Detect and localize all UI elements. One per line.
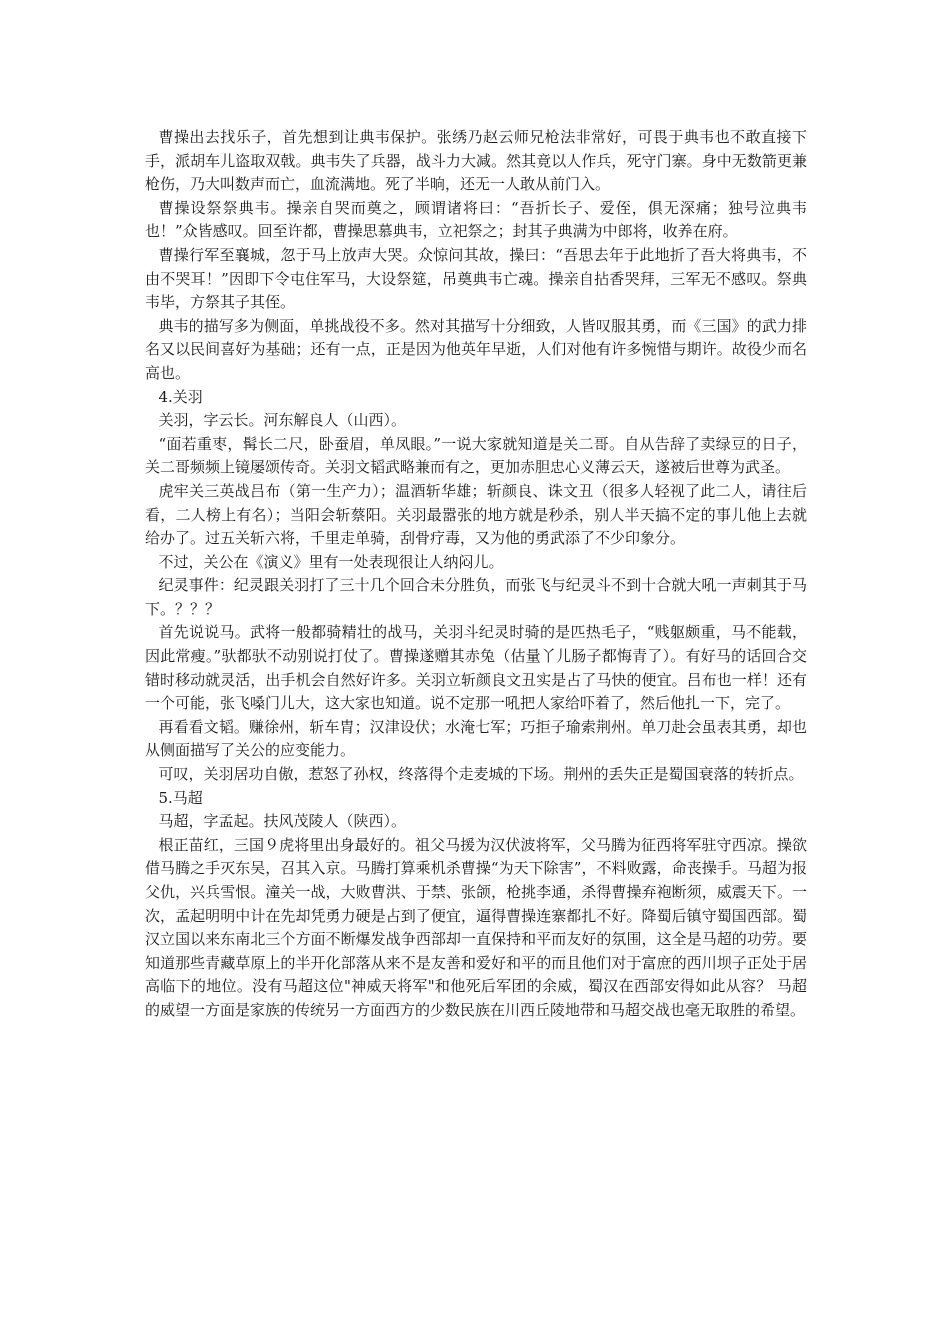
paragraph-guanyu-puzzle: 不过，关公在《演义》里有一处表现很让人纳闷儿。	[158, 552, 504, 571]
paragraph-jiling-incident: 纪灵事件：纪灵跟关羽打了三十几个回合未分胜负，而张飞与纪灵斗不到十合就大吼一声刺其于马下。？？？	[145, 576, 807, 618]
paragraph-dianwei-sacrifice: 曹操设祭祭典韦。操亲自哭而奠之，顾谓诸将曰：“吾折长子、爱侄，俱无深痛；独号泣典韦也！”众皆感叹。回至许都，曹操思慕典韦，立祀祭之；封其子典满为中郎将，收养在府。	[145, 198, 807, 241]
section-heading-machao: 5.马超	[158, 788, 203, 807]
paragraph-guanyu-strategy: 再看看文韬。赚徐州，斩车胄；汉津设伏；水淹七军；巧拒子瑜索荆州。单刀赴会虽表其勇，却也从侧面描写了关公的应变能力。	[145, 717, 807, 760]
document-page	[145, 126, 807, 1023]
paragraph-guanyu-appearance: “面若重枣，髯长二尺，卧蚕眉，单凤眼。”一说大家就知道是关二哥。自从告辞了卖绿豆的日子，关二哥频频上镜屡颂传奇。关羽文韬武略兼而有之，更加赤胆忠心义薄云天，遂被后世尊为武圣。	[145, 434, 807, 477]
paragraph-horse-analysis: 首先说说马。武将一般都骑精壮的战马，关羽斗纪灵时骑的是匹热毛子，“贱躯颇重，马不能载，因此常瘦。”驮都驮不动别说打仗了。曹操遂赠其赤兔（估量丫儿肠子都悔青了）。有好马的话回合交错时移动就灵活，出手机会自然好许多。关羽立斩颜良文丑实是占了马快的便宜。吕布也一样！还有一个可能，张飞嗓门儿大，这大家也知道。说不定那一吼把人家给吓着了，然后他扎一下，完了。	[145, 623, 807, 713]
paragraph-guanyu-intro: 关羽，字云长。河东解良人（山西）。	[158, 411, 407, 430]
section-heading-guanyu: 4.关羽	[158, 387, 203, 406]
paragraph-guanyu-battles: 虎牢关三英战吕布（第一生产力）；温酒斩华雄；斩颜良、诛文丑（很多人轻视了此二人，请往后看，二人榜上有名）；当阳会斩蔡阳。关羽最嚣张的地方就是秒杀，别人半天搞不定的事儿他上去就给办了。过五关斩六将，千里走单骑，刮骨疗毒，又为他的勇武添了不少印象分。	[145, 481, 807, 548]
paragraph-machao-biography: 根正苗红，三国９虎将里出身最好的。祖父马援为汉伏波将军，父马腾为征西将军驻守西凉。操欲借马腾之手灭东吴，召其入京。马腾打算乘机杀曹操“为天下除害”，不料败露，命丧操手。马超为报父仇，兴兵雪恨。潼关一战，大败曹洪、于禁、张颌，枪挑李通，杀得曹操弃袍断须，威震天下。一次，孟起明明中计在先却凭勇力硬是占到了便宜，逼得曹操连寨都扎不好。降蜀后镇守蜀国西部。蜀汉立国以来东南北三个方面不断爆发战争西部却一直保持和平而友好的氛围，这全是马超的功劳。要知道那些青藏草原上的半开化部落从来不是友善和爱好和平的而且他们对于富庶的西川坝子正处于居高临下的地位。没有马超这位"神威天将军"和他死后军团的余威，蜀汉在西部安得如此从容？ 马超的威望一方面是家族的传统另一方面西方的少数民族在川西丘陵地带和马超交战也毫无取胜的希望。	[145, 835, 807, 1019]
paragraph-guanyu-downfall: 可叹，关羽居功自傲，惹怒了孙权，终落得个走麦城的下场。荆州的丢失正是蜀国衰落的转折点。	[158, 765, 804, 784]
paragraph-dianwei-summary: 典韦的描写多为侧面，单挑战役不多。然对其描写十分细致，人皆叹服其勇，而《三国》的武力排名又以民间喜好为基础；还有一点，正是因为他英年早逝，人们对他有许多惋惜与期许。故役少而名高也。	[145, 316, 807, 382]
paragraph-xiangcheng-mourning: 曹操行军至襄城，忽于马上放声大哭。众惊问其故，操曰：“吾思去年于此地折了吾大将典韦，不由不哭耳！”因即下令屯住军马，大设祭筵，吊奠典韦亡魂。操亲自拈香哭拜，三军无不感叹。祭典韦毕，方祭其子其侄。	[145, 245, 807, 312]
paragraph-dianwei-death: 曹操出去找乐子，首先想到让典韦保护。张绣乃赵云师兄枪法非常好，可畏于典韦也不敢直接下手，派胡车儿盗取双戟。典韦失了兵器，战斗力大减。然其竟以人作兵，死守门寨。身中无数箭更兼枪伤，乃大叫数声而亡，血流满地。死了半晌，还无一人敢从前门入。	[145, 128, 807, 194]
paragraph-machao-intro: 马超，字孟起。扶风茂陵人（陕西）。	[158, 812, 407, 831]
